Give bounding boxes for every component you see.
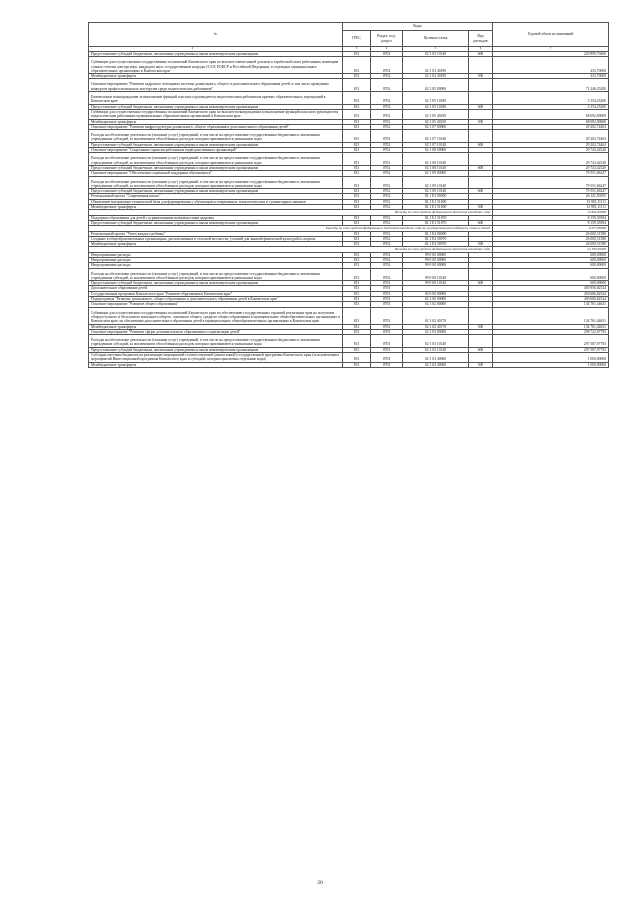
row-razdel: 0702	[371, 220, 403, 225]
row-razdel: 0702	[371, 119, 403, 124]
row-razdel: 0703	[371, 329, 403, 334]
row-grbs: 813	[343, 176, 371, 189]
row-expense-type: 600	[469, 347, 493, 352]
row-amount: 297 587,97793	[493, 347, 609, 352]
row-expense-type: 600	[469, 52, 493, 57]
row-amount: 26 000,51580	[493, 242, 609, 247]
row-target-article: 02 1 E1 00000	[403, 194, 469, 199]
row-grbs: 813	[343, 92, 371, 105]
table-row	[89, 176, 609, 189]
row-grbs: 813	[343, 52, 371, 57]
row-amount: 600,00000	[493, 268, 609, 281]
note-text: Расходы за счет средств федерального бюджета вошедшие года на государственную поддержку семьи и детей	[89, 226, 493, 231]
table-row	[89, 268, 609, 281]
row-grbs: 813	[343, 252, 371, 257]
row-amount: 134 761,44631	[493, 302, 609, 307]
row-grbs: 813	[343, 57, 371, 74]
row-grbs: 813	[343, 119, 371, 124]
row-name: Субвенции для осуществления государственных полномочий Камчатского края по выплате вознаграждения за выполнение функций классного руководителя педагогическим работникам муниципальных образовательных организаций в Камчатском крае	[89, 109, 343, 119]
row-name: Межбюджетные трансферты	[89, 205, 343, 210]
row-name: Межбюджетные трансферты	[89, 119, 343, 124]
row-amount: 71 246,25200	[493, 79, 609, 92]
row-razdel: 0702	[371, 205, 403, 210]
row-expense-type	[469, 353, 493, 363]
row-expense-type: 500	[469, 74, 493, 79]
row-amount: 600,00000	[493, 281, 609, 286]
row-target-article: 99 0 00 10140	[403, 281, 469, 286]
row-name	[89, 130, 343, 143]
row-name: Предоставление субсидий бюджетным, автономным учреждениям и иным некоммерческим организациям	[89, 189, 343, 194]
row-grbs: 813	[343, 74, 371, 79]
row-razdel: 0702	[371, 189, 403, 194]
row-amount: 450 606,82524	[493, 297, 609, 302]
row-expense-type	[469, 268, 493, 281]
row-razdel: 0702	[371, 236, 403, 241]
row-target-article: 02 1 05 10180	[403, 92, 469, 105]
row-target-article: 02 1 E1 51690	[403, 199, 469, 204]
row-name-text: Расходы на обеспечение деятельности (оказание услуг) учреждений, в том числе на предоставление государственным бюджетным и автономным учреждениям субсидий, за исключением обособленных расходов, которым присваиваются уникальные коды	[91, 133, 320, 142]
row-name	[89, 79, 343, 92]
header-colnum: . 2	[89, 47, 343, 52]
table-row	[89, 153, 609, 166]
row-grbs: 813	[343, 231, 371, 236]
row-razdel: 0702	[371, 257, 403, 262]
row-amount: 298 722,07793	[493, 329, 609, 334]
row-target-article: 02 1 08 10140	[403, 153, 469, 166]
row-name: Субсидии местным бюджетам на реализацию мероприятий соответствующей (аналогичной) государственной программы Камчатского края (за исключением мероприятий Инвестиционной программы Камчатского края и субсидий, которым присвоены отдельные коды)	[89, 353, 343, 363]
row-expense-type	[469, 153, 493, 166]
row-grbs: 813	[343, 362, 371, 367]
row-target-article: 02 1 03 40060	[403, 362, 469, 367]
row-name	[89, 153, 343, 166]
row-razdel: 0702	[371, 194, 403, 199]
row-name: Региональный проект "Современная школа"	[89, 194, 343, 199]
row-amount: 26 141,50505	[493, 194, 609, 199]
row-razdel: 0702	[371, 165, 403, 170]
row-amount: 29 743,42520	[493, 153, 609, 166]
row-name: Предоставление субсидий бюджетным, автономным учреждениям и иным некоммерческим организациям	[89, 104, 343, 109]
row-razdel: 0703	[371, 362, 403, 367]
row-grbs: 813	[343, 194, 371, 199]
table-body	[89, 52, 609, 368]
row-name: Создание в общеобразовательных организациях, расположенных в сельской местности, условий для занятий физической культурой и спортом	[89, 236, 343, 241]
row-name	[89, 307, 343, 324]
row-amount: 450 606,82524	[493, 291, 609, 296]
row-razdel: 0702	[371, 231, 403, 236]
row-expense-type: 600	[469, 220, 493, 225]
row-grbs: 813	[343, 165, 371, 170]
row-name: Предоставление субсидий бюджетным, автономным учреждениям и иным некоммерческим организациям	[89, 52, 343, 57]
row-name: Основное мероприятие "Развитие инфраструктуры дошкольного, общего образования и дополнительного образования детей"	[89, 124, 343, 129]
row-expense-type: 600	[469, 142, 493, 147]
row-name	[89, 92, 343, 105]
row-target-article: 99 0 00 00000	[403, 263, 469, 268]
row-grbs: 813	[343, 297, 371, 302]
row-target-article: 02 1 07 10140	[403, 142, 469, 147]
row-razdel: 0702	[371, 171, 403, 176]
row-grbs: 813	[343, 242, 371, 247]
row-target-article: 02 1 05 40250	[403, 109, 469, 119]
row-target-article: 02 1 E1 51870	[403, 215, 469, 220]
row-amount: 79 551,66247	[493, 176, 609, 189]
row-amount: 134 761,44631	[493, 324, 609, 329]
row-amount: 68 092,00000	[493, 119, 609, 124]
row-name: Межбюджетные трансферты	[89, 362, 343, 367]
row-expense-type	[469, 130, 493, 143]
row-amount: 1 000,00000	[493, 353, 609, 363]
row-name: Предоставление субсидий бюджетным, автономным учреждениям и иным некоммерческим организациям	[89, 142, 343, 147]
row-amount: 600,00000	[493, 263, 609, 268]
row-target-article: 02 1 02 00000	[403, 302, 469, 307]
row-name: Непрограммные расходы	[89, 263, 343, 268]
row-grbs: 813	[343, 353, 371, 363]
row-target-article: 02 1 05 00000	[403, 79, 469, 92]
row-expense-type: 500	[469, 362, 493, 367]
row-razdel: 0703	[371, 286, 403, 291]
row-name	[89, 335, 343, 348]
row-razdel: 0702	[371, 104, 403, 109]
row-target-article: 02 1 09 10140	[403, 189, 469, 194]
row-target-article: 02 1 09 10140	[403, 176, 469, 189]
row-expense-type: 500	[469, 324, 493, 329]
row-amount: 13 981,11111	[493, 205, 609, 210]
row-grbs: 813	[343, 104, 371, 109]
row-grbs: 813	[343, 130, 371, 143]
row-grbs: 813	[343, 347, 371, 352]
row-expense-type	[469, 307, 493, 324]
row-amount: 220 899,70400	[493, 52, 609, 57]
row-name-text: Основное мероприятие "Развитие кадрового потенциала системы дошкольного, общего и дополнительного образования детей, в том числе проведение конкурсов профессионального мастерства среди педагогических работников"	[91, 82, 329, 91]
row-name: Обновление материально-технической базы для формирования у обучающихся современных технологических и гуманитарных навыков	[89, 199, 343, 204]
row-razdel: 0702	[371, 148, 403, 153]
header-colnum: 4	[371, 47, 403, 52]
row-name: Дополнительное образование детей	[89, 286, 343, 291]
row-grbs: 813	[343, 286, 371, 291]
row-grbs: 813	[343, 329, 371, 334]
table-row	[89, 109, 609, 119]
note-amount: 13 842,30000	[493, 210, 609, 215]
row-target-article: 02 1 02 40170	[403, 307, 469, 324]
row-razdel: 0702	[371, 52, 403, 57]
header-number: №	[89, 23, 343, 47]
row-amount: 600,00000	[493, 257, 609, 262]
row-name: Межбюджетные трансферты	[89, 324, 343, 329]
row-grbs: 813	[343, 291, 371, 296]
row-name-text: Расходы на обеспечение деятельности (оказание услуг) учреждений, в том числе на предоставление государственным бюджетным и автономным учреждениям субсидий, за исключением обособленных расходов, которым присваиваются уникальные коды	[91, 271, 320, 280]
row-name: Непрограммные расходы	[89, 257, 343, 262]
row-razdel: 0703	[371, 353, 403, 363]
row-grbs: 813	[343, 79, 371, 92]
row-amount: 297 587,97793	[493, 335, 609, 348]
row-name	[89, 268, 343, 281]
row-expense-type	[469, 57, 493, 74]
row-name: Основное мероприятие "Социальные гарантии работникам подведомственных организаций"	[89, 148, 343, 153]
row-expense-type	[469, 335, 493, 348]
row-razdel: 0702	[371, 109, 403, 119]
row-amount: 29 202,74463	[493, 130, 609, 143]
row-target-article: 02 1 E2 00000	[403, 231, 469, 236]
row-expense-type: 600	[469, 165, 493, 170]
row-expense-type	[469, 79, 493, 92]
row-grbs: 813	[343, 236, 371, 241]
budget-table	[88, 22, 609, 368]
header-codes: Коды	[343, 23, 493, 31]
row-expense-type: 600	[469, 189, 493, 194]
row-name: Предоставление субсидий бюджетным, автономным учреждениям и иным некоммерческим организациям	[89, 165, 343, 170]
row-expense-type: 500	[469, 119, 493, 124]
row-razdel: 0702	[371, 252, 403, 257]
row-target-article: 02 1 03 00000	[403, 329, 469, 334]
row-amount: 29 743,42520	[493, 165, 609, 170]
row-target-article: 02 1 08 00000	[403, 148, 469, 153]
row-razdel: 0703	[371, 302, 403, 307]
row-target-article: 02 1 03 10140	[403, 347, 469, 352]
row-target-article: 02 1 E1 51870	[403, 220, 469, 225]
row-target-article: 02 1 05 10180	[403, 104, 469, 109]
row-amount: 8 159,39394	[493, 220, 609, 225]
row-target-article: 02 1 07 10140	[403, 130, 469, 143]
row-razdel: 0702	[371, 176, 403, 189]
row-grbs: 813	[343, 220, 371, 225]
header-expense-type: Вид расходов	[469, 31, 493, 47]
row-amount: 29 743,42520	[493, 148, 609, 153]
row-name	[89, 57, 343, 74]
row-grbs: 813	[343, 153, 371, 166]
row-razdel: 0703	[371, 347, 403, 352]
row-razdel: 0703	[371, 297, 403, 302]
row-amount: 29 202,74463	[493, 124, 609, 129]
row-name-text: Субвенции для осуществления государственных полномочий Камчатского края по выплате ежемесячной доплаты к заработной плате работникам, имеющим ученые степени доктора наук, кандидата наук, государственные награды СССР, РСФСР и Российской Федерации, в отдельных муниципальных образовательных организациях в Камчатском крае	[91, 60, 339, 73]
row-razdel: 0702	[371, 268, 403, 281]
row-razdel: 0702	[371, 263, 403, 268]
row-amount: 3 154,25200	[493, 104, 609, 109]
row-name-text: Ежемесячное вознаграждение за выполнение функций классного руководителя педагогическим работникам краевых образовательных учреждений в Камчатском крае	[91, 95, 326, 104]
row-target-article: 02 1 00 00000	[403, 297, 469, 302]
header-colnum: 3	[343, 47, 371, 52]
row-grbs: 813	[343, 324, 371, 329]
row-target-article: 02 1 E1 51690	[403, 205, 469, 210]
row-target-article: 02 1 03 10140	[403, 52, 469, 57]
row-grbs: 813	[343, 189, 371, 194]
row-grbs: 813	[343, 124, 371, 129]
row-razdel: 0702	[371, 124, 403, 129]
row-name-text: Расходы на обеспечение деятельности (оказание услуг) учреждений, в том числе на предоставление государственным бюджетным и автономным учреждениям субсидий, за исключением обособленных расходов, которым присваиваются уникальные коды	[91, 156, 320, 165]
row-target-article: 02 1 E2 50970	[403, 236, 469, 241]
row-grbs: 813	[343, 307, 371, 324]
row-name-text: Субвенции для осуществления государственных полномочий Камчатского края по обеспечению государственных гарантий реализации прав на получение общедоступного и бесплатного начального общего, основного общего, среднего общего образования в муниципальных общеобразовательных организациях в Камчатском крае, на обеспечение дополнительного образования детей в муниципальных общеобразовательных организациях в Камчатском крае	[91, 310, 340, 324]
row-target-article: 02 1 03 40190	[403, 57, 469, 74]
row-razdel: 0703	[371, 291, 403, 296]
row-razdel: 0702	[371, 215, 403, 220]
row-razdel: 0702	[371, 130, 403, 143]
row-expense-type: 600	[469, 281, 493, 286]
row-grbs: 813	[343, 109, 371, 119]
row-target-article: 02 1 E2 50970	[403, 242, 469, 247]
note-amount: 8 077,80000	[493, 226, 609, 231]
row-target-article: 99 0 00 00000	[403, 257, 469, 262]
row-target-article: 02 1 08 10140	[403, 165, 469, 170]
header-colnum: 6	[469, 47, 493, 52]
row-amount: 13 981,11111	[493, 199, 609, 204]
table-row	[89, 57, 609, 74]
header-grbs: ГРБС	[343, 31, 371, 47]
row-expense-type: 500	[469, 242, 493, 247]
row-target-article: 02 1 09 00000	[403, 171, 469, 176]
row-name-text: Расходы на обеспечение деятельности (оказание услуг) учреждений, в том числе на предоставление государственным бюджетным и автономным учреждениям субсидий, за исключением обособленных расходов, которым присваиваются уникальные коды	[91, 338, 320, 347]
row-grbs: 813	[343, 215, 371, 220]
row-expense-type: 500	[469, 205, 493, 210]
row-razdel: 0702	[371, 92, 403, 105]
row-amount: 134 761,44631	[493, 307, 609, 324]
header-colnum: 5	[403, 47, 469, 52]
row-razdel: 0703	[371, 324, 403, 329]
row-amount: 233,70000	[493, 57, 609, 74]
table-row	[89, 307, 609, 324]
row-grbs: 813	[343, 171, 371, 176]
row-name: Непрограммные расходы	[89, 252, 343, 257]
row-amount: 26 000,51580	[493, 231, 609, 236]
row-razdel: 0702	[371, 142, 403, 147]
row-name: Подпрограмма "Развитие дошкольного, общего образования и дополнительного образования детей в Камчатском крае"	[89, 297, 343, 302]
row-grbs: 813	[343, 268, 371, 281]
row-grbs: 813	[343, 199, 371, 204]
row-razdel: 0702	[371, 57, 403, 74]
row-razdel: 0702	[371, 199, 403, 204]
row-amount: 79 551,66247	[493, 189, 609, 194]
row-target-article: 02 0 00 00000	[403, 291, 469, 296]
row-grbs: 813	[343, 205, 371, 210]
row-expense-type	[469, 92, 493, 105]
row-target-article: 02 1 07 00000	[403, 124, 469, 129]
table-row	[89, 362, 609, 367]
table-row	[89, 130, 609, 143]
note-amount: 24 700,30000	[493, 247, 609, 252]
row-grbs: 813	[343, 302, 371, 307]
row-amount: 600,00000	[493, 252, 609, 257]
row-grbs: 813	[343, 281, 371, 286]
row-name: Предоставление субсидий бюджетным, автономным учреждениям и иным некоммерческим организациям	[89, 281, 343, 286]
row-amount: 233,70000	[493, 74, 609, 79]
row-amount: 79 551,66247	[493, 171, 609, 176]
row-name: Региональный проект "Успех каждого ребенка"	[89, 231, 343, 236]
row-target-article: 02 1 03 40060	[403, 353, 469, 363]
row-name: Межбюджетные трансферты	[89, 242, 343, 247]
row-grbs: 813	[343, 257, 371, 262]
note-text: Расходы за счет средств федерального бюджета вошедшие года	[89, 210, 493, 215]
row-amount: 450 956,82524	[493, 286, 609, 291]
row-target-article: 99 0 00 00000	[403, 252, 469, 257]
note-text: Расходы за счет средств федерального бюджета вошедшие года	[89, 247, 493, 252]
table-row	[89, 92, 609, 105]
table-header	[89, 23, 609, 52]
row-name: Основное мероприятие "Развитие сферы дополнительного образования и социализации детей"	[89, 329, 343, 334]
row-grbs: 813	[343, 148, 371, 153]
row-grbs: 813	[343, 335, 371, 348]
row-name: Государственная программа Камчатского края "Развитие образования в Камчатском крае"	[89, 291, 343, 296]
row-name: Поддержка образования для детей с ограниченными возможностями здоровья	[89, 215, 343, 220]
row-target-article: 02 1 03 40190	[403, 74, 469, 79]
row-razdel: 0702	[371, 153, 403, 166]
header-razdel: Раздел, под-раздел	[371, 31, 403, 47]
row-name: Предоставление субсидий бюджетным, автономным учреждениям и иным некоммерческим организациям	[89, 347, 343, 352]
row-name: Основное мероприятие "Обеспечение социальной поддержки обучающихся"	[89, 171, 343, 176]
row-expense-type	[469, 176, 493, 189]
row-razdel: 0702	[371, 79, 403, 92]
row-name: Межбюджетные трансферты	[89, 74, 343, 79]
row-razdel: 0702	[371, 281, 403, 286]
row-target-article: 02 1 05 40250	[403, 119, 469, 124]
header-amount: Годовой объем ассигнований	[493, 23, 609, 47]
row-name-text: Расходы на обеспечение деятельности (оказание услуг) учреждений, в том числе на предоставление государственным бюджетным и автономным учреждениям субсидий, за исключением обособленных расходов, которым присваиваются уникальные коды	[91, 179, 320, 188]
row-target-article: 02 1 02 40170	[403, 324, 469, 329]
row-amount: 68 092,00000	[493, 109, 609, 119]
row-expense-type: 600	[469, 104, 493, 109]
table-row	[89, 353, 609, 363]
table-row	[89, 79, 609, 92]
row-target-article: 99 0 00 10140	[403, 268, 469, 281]
row-target-article: 02 1 03 10140	[403, 335, 469, 348]
row-amount: 1 000,00000	[493, 362, 609, 367]
row-razdel: 0702	[371, 74, 403, 79]
row-amount: 29 202,74463	[493, 142, 609, 147]
row-amount: 3 154,25200	[493, 92, 609, 105]
row-grbs: 813	[343, 263, 371, 268]
row-expense-type	[469, 109, 493, 119]
row-amount: 26 000,51580	[493, 236, 609, 241]
row-name	[89, 176, 343, 189]
table-row	[89, 335, 609, 348]
row-grbs: 813	[343, 142, 371, 147]
budget-table-sheet	[88, 22, 608, 368]
page-number: 20	[317, 880, 323, 886]
row-name: Основное мероприятие "Развитие общего образования"	[89, 302, 343, 307]
header-colnum: 7	[493, 47, 609, 52]
row-razdel: 0703	[371, 307, 403, 324]
row-name: Предоставление субсидий бюджетным, автономным учреждениям и иным некоммерческим организациям	[89, 220, 343, 225]
row-razdel: 0702	[371, 242, 403, 247]
row-razdel: 0703	[371, 335, 403, 348]
row-amount: 8 159,39394	[493, 215, 609, 220]
header-target-article: Целевая статья	[403, 31, 469, 47]
